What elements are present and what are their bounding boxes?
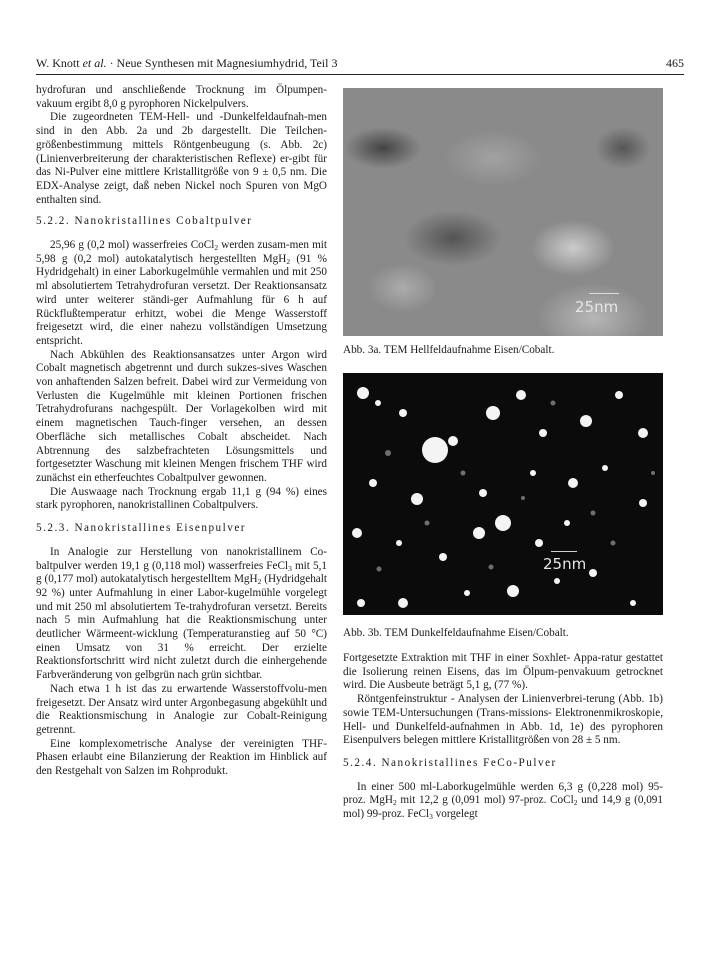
scale-bar [551, 551, 577, 552]
paragraph: 25,96 g (0,2 mol) wasserfreies CoCl$_2$ werden zusam-men mit 5,98 g (0,2 mol) autokatalytisch hergestellten MgH$_2$ (91 % Hydridgehalt) in einer Laborkugelmühle vermahlen und mit 250 ml absolutiertem Tetrahydrofuran versetzt. Der Reaktionsansatz wird unter weiterer ständi-ger Aufmahlung für 6 h auf Rückflußtemperatur erhitzt, wobei die Menge Wasserstoff freigesetzt wird, die einer nahezu vollständigen Umsetzung entspricht. [36, 239, 328, 347]
paragraph: hydrofuran und anschließende Trocknung im Ölpumpen-vakuum ergibt 8,0 g pyrophoren Nickelpulvers. [36, 84, 327, 110]
scale-bar [589, 293, 619, 294]
section-heading: 5.2.4. Nanokristallines FeCo-Pulver [343, 756, 557, 769]
section-heading: 5.2.3. Nanokristallines Eisenpulver [36, 522, 247, 535]
paragraph: Fortgesetzte Extraktion mit THF in einer Soxhlet- Appa-ratur gestattet die Isolierung reinen Eisens, das im Ölpum-penvakuum getrocknet wird. Die Ausbeute beträgt 5,1 g, (77 %). [343, 652, 663, 692]
tem-brightfield-image [343, 88, 663, 336]
paragraph: Die zugeordneten TEM-Hell- und -Dunkelfeldaufnah-men sind in den Abb. 2a und 2b dargestellt. Die Teilchen-größenbestimmung mittels Röntgenbeugung (s. Abb. 2c) (Linienverbreiterung der charakteristischen Reflexe) er-gibt für das Ni-Pulver eine mittlere Kristallitgröße von 9 ± 0,5 nm. Die EDX-Analyse zeigt, daß neben Nickel noch Spuren von MgO enthalten sind. [36, 111, 327, 206]
scale-label: 25nm [575, 298, 619, 316]
tem-darkfield-image [343, 373, 663, 615]
left-column [36, 84, 327, 779]
paragraph: In einer 500 ml-Laborkugelmühle werden 6,3 g (0,228 mol) 95-proz. MgH$_2$ mit 12,2 g (0,091 mol) 97-proz. CoCl$_2$ und 14,9 g (0,091 mol) 99-proz. FeCl$_3$ vorgelegt [343, 780, 663, 822]
paragraph: Nach Abkühlen des Reaktionsansatzes unter Argon wird Cobalt magnetisch abgetrennt und durch sukzes-sives Waschen von anhaftenden Salzen befreit. Dabei wird zur Vermeidung von Verlusten die Kugelmühle mit kleinen Portionen frischen Tetrahydrofurans nachgespült. Der Vorlagekolben wird mit einem magnetischen Tauch-finger versehen, an dessen Oberfläche sich metallisches Cobalt abscheidet. Nach Abtrennung des salzbefrachteten Lösungsmittels und fortgesetzter Waschung mit kleinen Mengen frischem THF wird zunächst ein etherfeuchtes Cobaltpulver gewonnen. [36, 348, 327, 484]
figure-caption: Abb. 3b. TEM Dunkelfeldaufnahme Eisen/Cobalt. [343, 627, 569, 639]
header-rule [36, 74, 684, 75]
right-column [343, 652, 663, 822]
paragraph: In Analogie zur Herstellung von nanokristallinem Co-baltpulver werden 19,1 g (0,118 mol) wasserfreies FeCl$_3$ mit 5,1 g (0,177 mol) autokatalytisch hergestelltem MgH$_2$ (Hydridgehalt 92 %) unter Aufmahlung in einer Labor-kugelmühle vorgelegt und mit 250 ml absolutiertem Te-trahydrofuran versetzt. Bereits nach 5 min Aufmahlung hat die Reaktionsmischung unter deutlicher Wärmeent-wicklung (Temperaturanstieg auf 50 °C) einen Umsatz von 31 % erreicht. Der erzielte Reaktionsfortschritt wird nicht zuletzt durch die einhergehende Farbveränderung von gelbgrün nach grün sichtbar. [36, 545, 328, 682]
paragraph: Nach etwa 1 h ist das zu erwartende Wasserstoffvolu-men freigesetzt. Der Ansatz wird unter Argonbegasung abgekühlt und die Reaktionsmischung in Analogie zur Cobalt-Reinigung getrennt. [36, 682, 327, 736]
section-heading: 5.2.2. Nanokristallines Cobaltpulver [36, 215, 253, 228]
paragraph: Röntgenfeinstruktur - Analysen der Linienverbrei-terung (Abb. 1b) sowie TEM-Untersuchungen (Trans-missions- Elektronenmikroskopie, Hell- und Dunkelfeld-aufnahmen in Abb. 1d, 1e) des pyrophoren Eisenpulvers belegen mittlere Kristallitgrößen von 28 ± 5 nm. [343, 693, 663, 747]
page-number: 465 [666, 56, 684, 70]
darkfield-particles [343, 373, 663, 615]
scale-label: 25nm [543, 555, 587, 573]
figure-caption: Abb. 3a. TEM Hellfeldaufnahme Eisen/Cobalt. [343, 344, 555, 356]
paragraph: Die Auswaage nach Trocknung ergab 11,1 g (94 %) eines stark pyrophoren, nanokristallinen Cobaltpulvers. [36, 485, 327, 512]
running-head-author: W. Knott et al. · Neue Synthesen mit Magnesiumhydrid, Teil 3 [36, 56, 338, 70]
paragraph: Eine komplexometrische Analyse der vereinigten THF-Phasen erlaubt eine Bilanzierung der Reaktion im Hinblick auf den Restgehalt von Salzen im Rohprodukt. [36, 737, 327, 778]
